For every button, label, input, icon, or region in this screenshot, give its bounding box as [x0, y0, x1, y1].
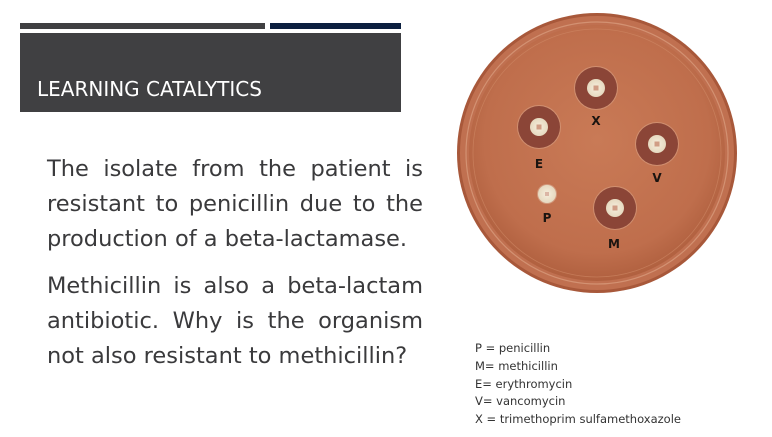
- antibiotic-legend: [475, 340, 681, 429]
- disc-label-m: M: [608, 237, 620, 251]
- legend-item-vancomycin: V= vancomycin: [475, 394, 566, 409]
- header-accent-strip-navy: [270, 23, 401, 29]
- paragraph-methicillin-question: Methicillin is also a beta-lactam antibiotic. Why is the organism not also resistant to methicillin?: [47, 273, 423, 369]
- agar-surface: [469, 25, 725, 281]
- disc-label-x: X: [591, 114, 601, 128]
- legend-item-penicillin: P = penicillin: [475, 341, 551, 355]
- legend-item-trimethoprim-sulfamethoxazole: X = trimethoprim sulfamethoxazole: [475, 412, 681, 427]
- petri-dish-image: [454, 12, 740, 296]
- disc-label-v: V: [652, 171, 662, 185]
- disc-label-p: P: [542, 211, 552, 225]
- legend-item-methicillin: M= methicillin: [475, 358, 558, 373]
- legend-item-erythromycin: E= erythromycin: [475, 376, 573, 391]
- slide-title-box: [20, 33, 401, 112]
- header-accent-strip-gray: [20, 23, 265, 29]
- slide-body: [47, 152, 423, 386]
- slide-title: LEARNING CATALYTICS: [37, 77, 262, 101]
- paragraph-isolate-resistance: The isolate from the patient is resistant to penicillin due to the production of a beta-lactamase.: [47, 156, 423, 252]
- disc-label-e: E: [534, 157, 544, 171]
